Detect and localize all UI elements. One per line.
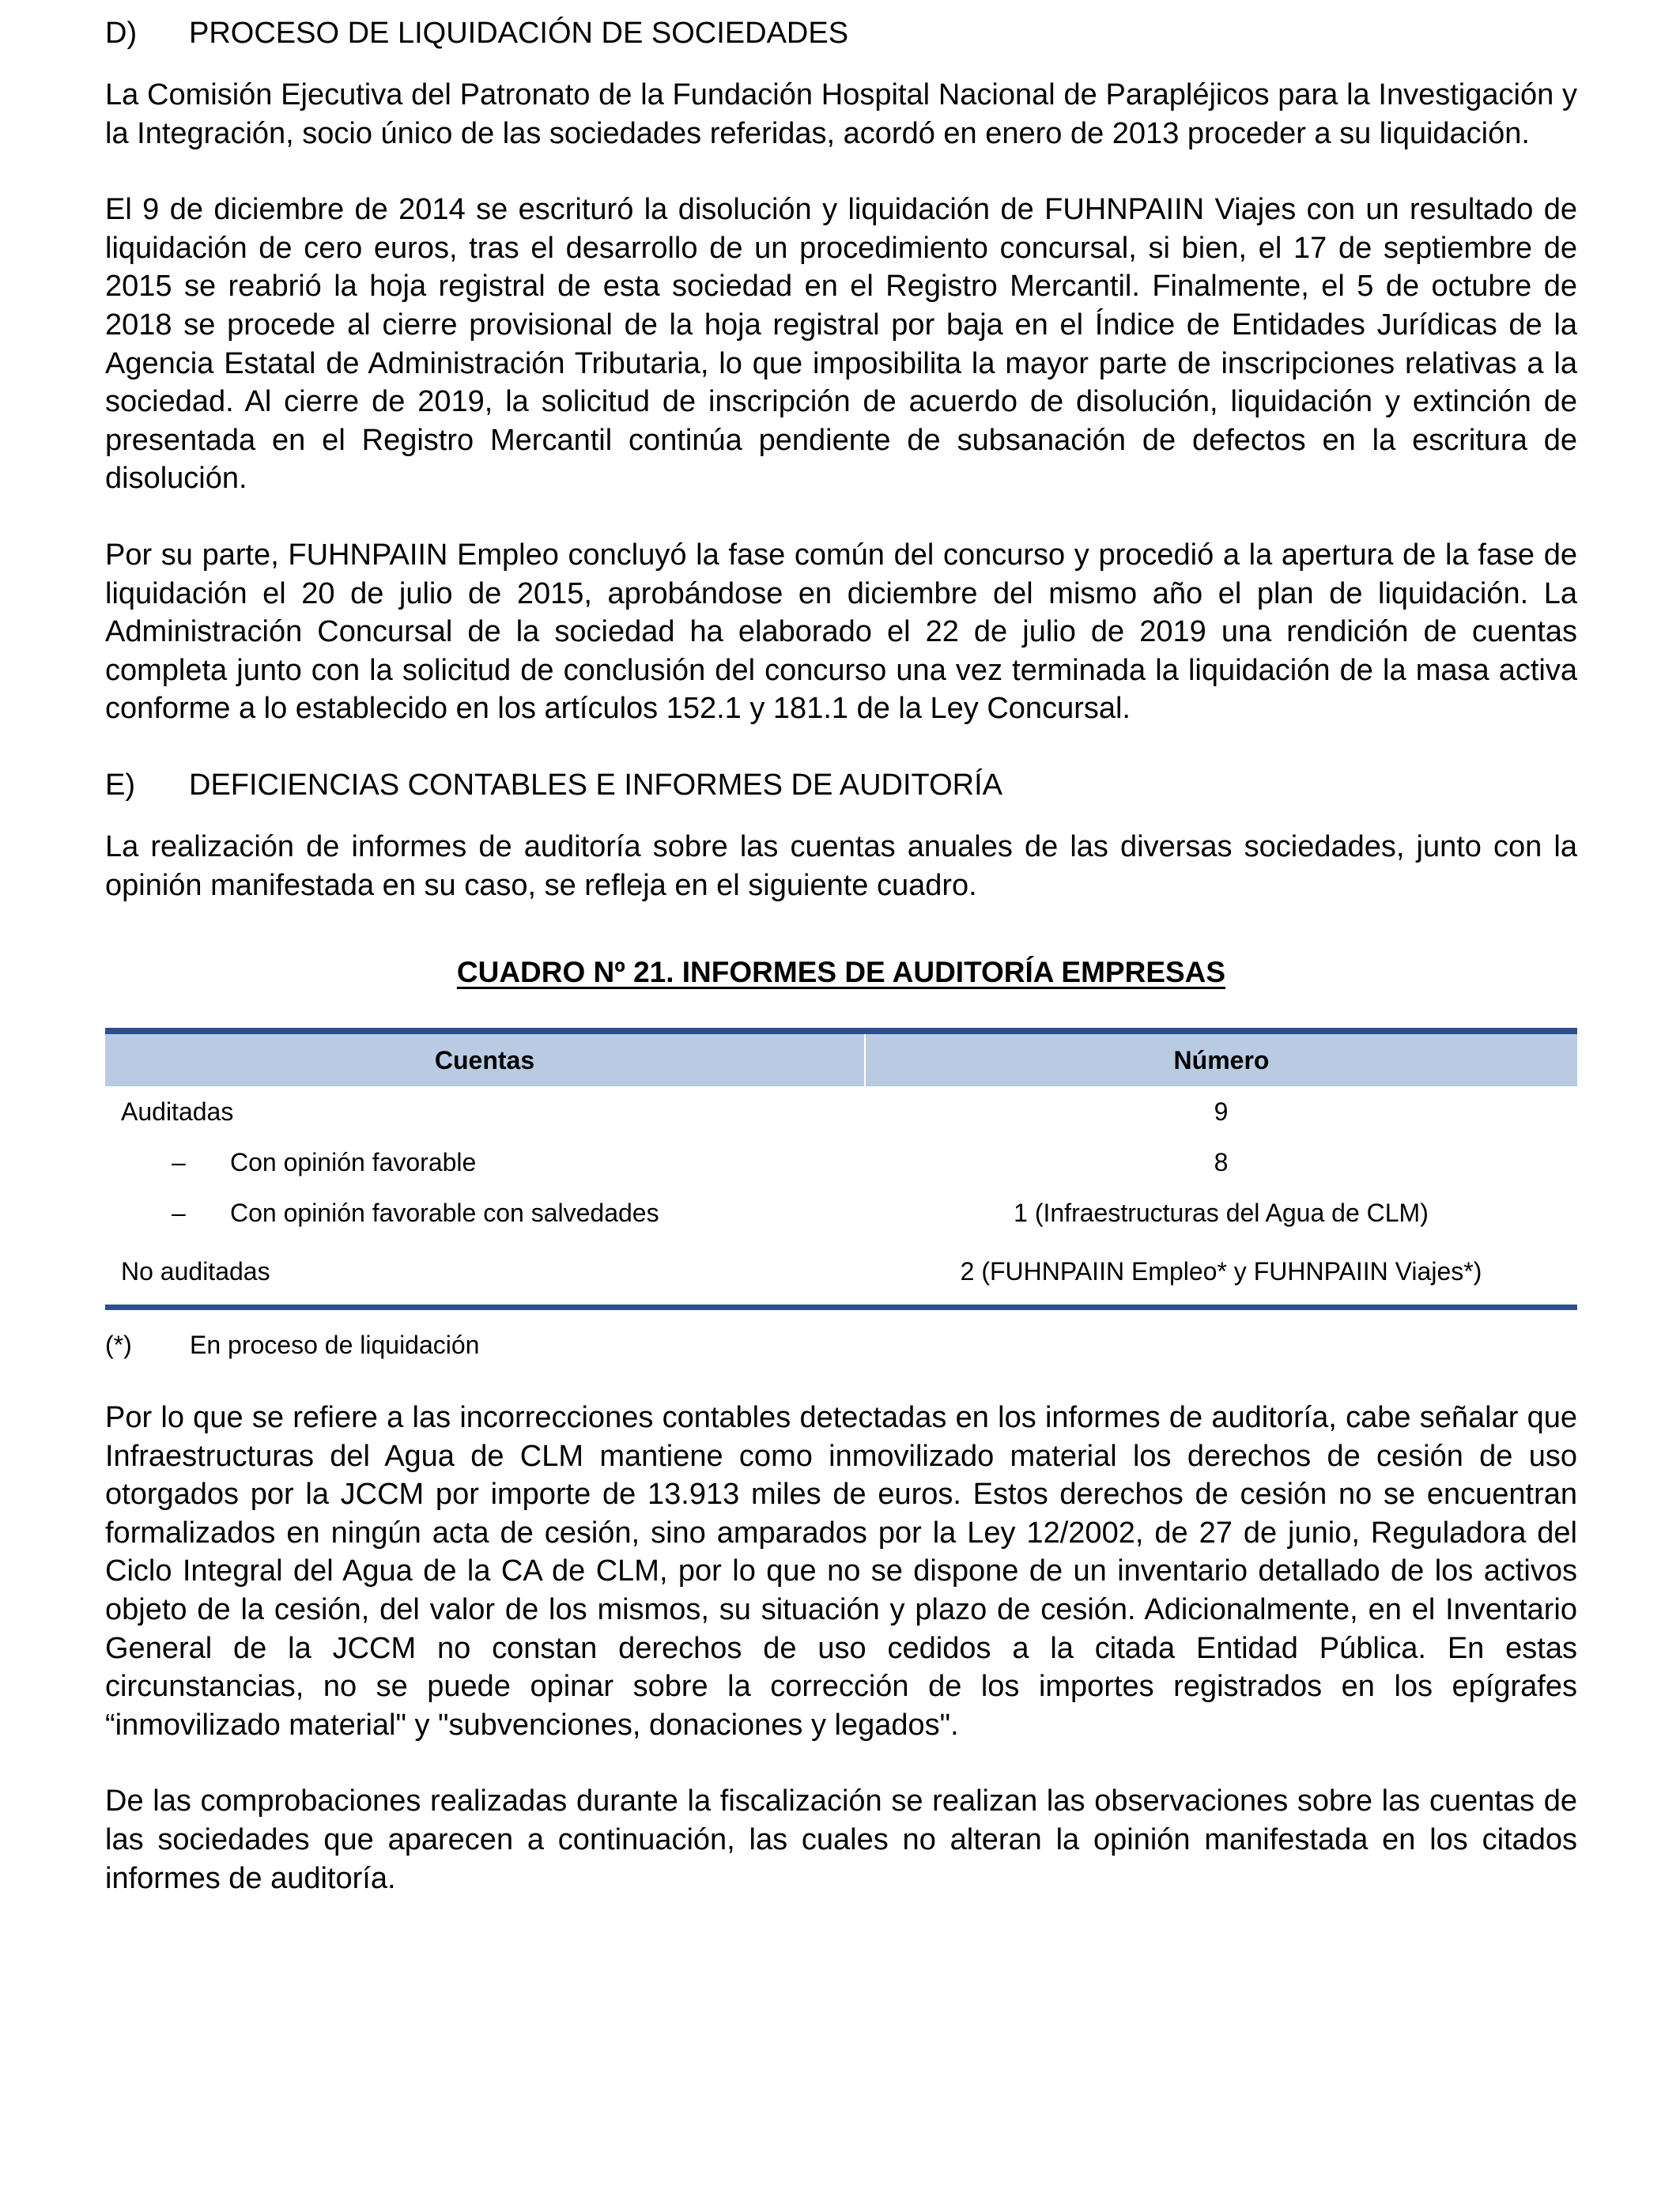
- table-row: [105, 1188, 1577, 1238]
- table-footnote: [105, 1329, 1577, 1361]
- header-cuentas: Cuentas: [105, 1031, 865, 1086]
- dash-bullet: –: [172, 1147, 186, 1176]
- closing-paragraph-2: De las comprobaciones realizadas durante la fiscalización se realizan las observaciones sobre las cuentas de las sociedades que aparecen a continuación, las cuales no alteran la opinión manifestada en los citados informes de auditoría.: [105, 1784, 1577, 1895]
- row-value: 9: [1214, 1097, 1229, 1126]
- header-numero: Número: [1173, 1045, 1270, 1074]
- document-page: [105, 14, 1577, 1935]
- section-d-paragraph-3: Por su parte, FUHNPAIIN Empleo concluyó la fase común del concurso y procedió a la apertura de la fase de liquidación el 20 de julio de 2015, aprobándose en diciembre del mismo año el plan de liquidación. La Administración Concursal de la sociedad ha elaborado el 22 de julio de 2019 una rendición de cuentas completa junto con la solicitud de conclusión del concurso una vez terminada la liquidación de la masa activa conforme a lo establecido en los artículos 152.1 y 181.1 de la Ley Concursal.: [105, 538, 1577, 726]
- section-e-heading: [105, 766, 1577, 804]
- row-label-cell: [105, 1137, 865, 1188]
- table-spacer: [105, 1238, 1577, 1257]
- row-label: Con opinión favorable: [230, 1147, 477, 1176]
- section-e-letter: E): [105, 768, 135, 802]
- row-label: Auditadas: [121, 1097, 234, 1126]
- row-value: 8: [1214, 1147, 1229, 1176]
- row-label: No auditadas: [121, 1257, 270, 1286]
- row-label: Con opinión favorable con salvedades: [230, 1198, 659, 1227]
- closing-paragraph-1: Por lo que se refiere a las incorrecciones contables detectadas en los informes de auditoría, cabe señalar que Infraestructuras del Agua de CLM mantiene como inmovilizado material los derechos de cesión de uso otorgados por la JCCM por importe de 13.913 miles de euros. Estos derechos de cesión no se encuentran formalizados en ningún acta de cesión, sino amparados por la Ley 12/2002, de 27 de junio, Reguladora del Ciclo Integral del Agua de la CA de CLM, por lo que no se dispone de un inventario detallado de los activos objeto de la cesión, del valor de los mismos, su situación y plazo de cesión. Adicionalmente, en el Inventario General de la JCCM no constan derechos de uso cedidos a la citada Entidad Pública. En estas circunstancias, no se puede opinar sobre la corrección de los importes registrados en los epígrafes “inmovilizado material" y "subvenciones, donaciones y legados".: [105, 1401, 1577, 1742]
- section-e-intro: La realización de informes de auditoría sobre las cuentas anuales de las diversas sociedades, junto con la opinión manifestada en su caso, se refleja en el siguiente cuadro.: [105, 829, 1577, 902]
- row-label-cell: [105, 1188, 865, 1238]
- section-d-paragraph-2: El 9 de diciembre de 2014 se escrituró la disolución y liquidación de FUHNPAIIN Viajes con un resultado de liquidación de cero euros, tras el desarrollo de un procedimiento concursal, si bien, el 17 de septiembre de 2015 se reabrió la hoja registral de esta sociedad en el Registro Mercantil. Finalmente, el 5 de octubre de 2018 se procede al cierre provisional de la hoja registral por baja en el Índice de Entidades Jurídicas de la Agencia Estatal de Administración Tributaria, lo que imposibilita la mayor parte de inscripciones relativas a la sociedad. Al cierre de 2019, la solicitud de inscripción de acuerdo de disolución, liquidación y extinción de presentada en el Registro Mercantil continúa pendiente de subsanación de defectos en la escritura de disolución.: [105, 193, 1577, 496]
- row-value: 2 (FUHNPAIIN Empleo* y FUHNPAIIN Viajes*): [960, 1257, 1482, 1286]
- footnote-mark: (*): [105, 1331, 132, 1360]
- table-row: [105, 1137, 1577, 1188]
- section-d-heading: [105, 14, 1577, 52]
- table-row: [105, 1086, 1577, 1137]
- table-row: [105, 1257, 1577, 1305]
- row-value: 1 (Infraestructuras del Agua de CLM): [1014, 1198, 1429, 1227]
- dash-bullet: –: [172, 1198, 186, 1227]
- footnote-text: En proceso de liquidación: [190, 1331, 480, 1360]
- audit-reports-table: [105, 1028, 1577, 1310]
- section-d-letter: D): [105, 17, 138, 50]
- table-title: CUADRO Nº 21. INFORMES DE AUDITORÍA EMPRESAS: [456, 956, 1226, 989]
- section-d-title: PROCESO DE LIQUIDACIÓN DE SOCIEDADES: [189, 17, 849, 50]
- section-e-title: DEFICIENCIAS CONTABLES E INFORMES DE AUDITORÍA: [189, 768, 1002, 802]
- section-d-paragraph-1: La Comisión Ejecutiva del Patronato de la Fundación Hospital Nacional de Parapléjicos para la Investigación y la Integración, socio único de las sociedades referidas, acordó en enero de 2013 proceder a su liquidación.: [105, 78, 1577, 150]
- table-bottom-rule: [105, 1305, 1577, 1308]
- table-header-row: [105, 1031, 1577, 1086]
